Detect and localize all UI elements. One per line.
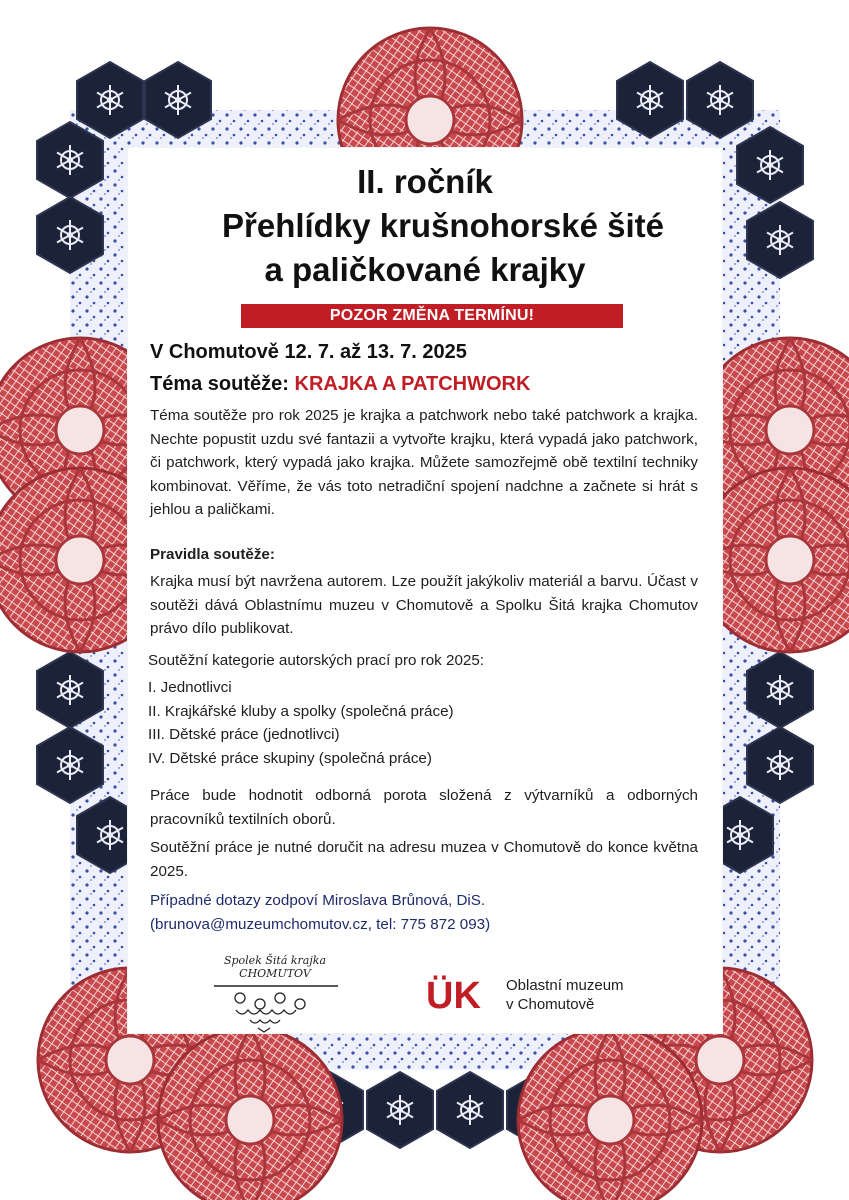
- rules-paragraph: Krajka musí být navržena autorem. Lze použít jakýkoliv materiál a barvu. Účast v soutěži dává Oblastnímu muzeu v Chomutově a Spolku Šitá krajka Chomutov právo dílo publikovat.: [150, 573, 698, 638]
- museum-mark: ÜK: [426, 975, 481, 1014]
- intro-paragraph: Téma soutěže pro rok 2025 je krajka a patchwork nebo také patchwork a krajka. Nechte popustit uzdu své fantazii a vytvořte krajku, která vypadá jako patchwork, či patchwork, který vypadá jako krajka. Můžete samozřejmě obě textilní techniky kombinovat. Věříme, že vás toto netradiční spojení nadchne a začnete si hrát s jehlou a paličkami.: [150, 407, 698, 519]
- museum-logo: [422, 974, 682, 1014]
- contact-details[interactable]: (brunova@muzeumchomutov.cz, tel: 775 872 093): [150, 915, 491, 933]
- category-item: I. Jednotlivci: [148, 679, 232, 696]
- event-date: V Chomutově 12. 7. až 13. 7. 2025: [150, 341, 467, 363]
- theme-value: KRAJKA A PATCHWORK: [294, 373, 531, 395]
- category-item: III. Dětské práce (jednotlivci): [148, 726, 340, 744]
- content-card: [128, 148, 722, 1033]
- delivery-paragraph: Soutěžní práce je nutné doručit na adresu muzea v Chomutově do konce května 2025.: [150, 839, 698, 880]
- rules-heading: Pravidla soutěže:: [150, 546, 275, 563]
- date-change-banner: POZOR ZMĚNA TERMÍNU!: [241, 304, 623, 328]
- category-item: II. Krajkářské kluby a spolky (společná práce): [148, 702, 454, 720]
- title-line-2: Přehlídky krušnohorské šité: [221, 207, 664, 244]
- title-line-1: II. ročník: [357, 163, 493, 200]
- theme-label: Téma soutěže:: [150, 373, 289, 395]
- category-item: IV. Dětské práce skupiny (společná práce): [148, 749, 432, 767]
- spolek-name-line2: CHOMUTOV: [239, 967, 311, 980]
- title-line-3: a paličkované krajky: [264, 251, 586, 288]
- categories-heading: Soutěžní kategorie autorských prací pro rok 2025:: [148, 652, 485, 669]
- museum-name-line2: v Chomutově: [506, 996, 595, 1013]
- spolek-logo: [210, 954, 350, 1034]
- lace-ornament-icon: [210, 954, 350, 1034]
- jury-paragraph: Práce bude hodnotit odborná porota složená z výtvarníků a odborných pracovníků textilních oborů.: [150, 787, 698, 828]
- contact-block: [150, 889, 490, 936]
- museum-mark-icon: [422, 974, 502, 1014]
- theme-heading: [150, 373, 530, 396]
- spolek-name-line1: Spolek Šitá krajka: [223, 954, 327, 967]
- museum-name-line1: Oblastní muzeum: [506, 977, 624, 994]
- contact-person: Případné dotazy zodpoví Miroslava Brůnová, DiS.: [150, 892, 486, 909]
- categories-list: [148, 676, 454, 770]
